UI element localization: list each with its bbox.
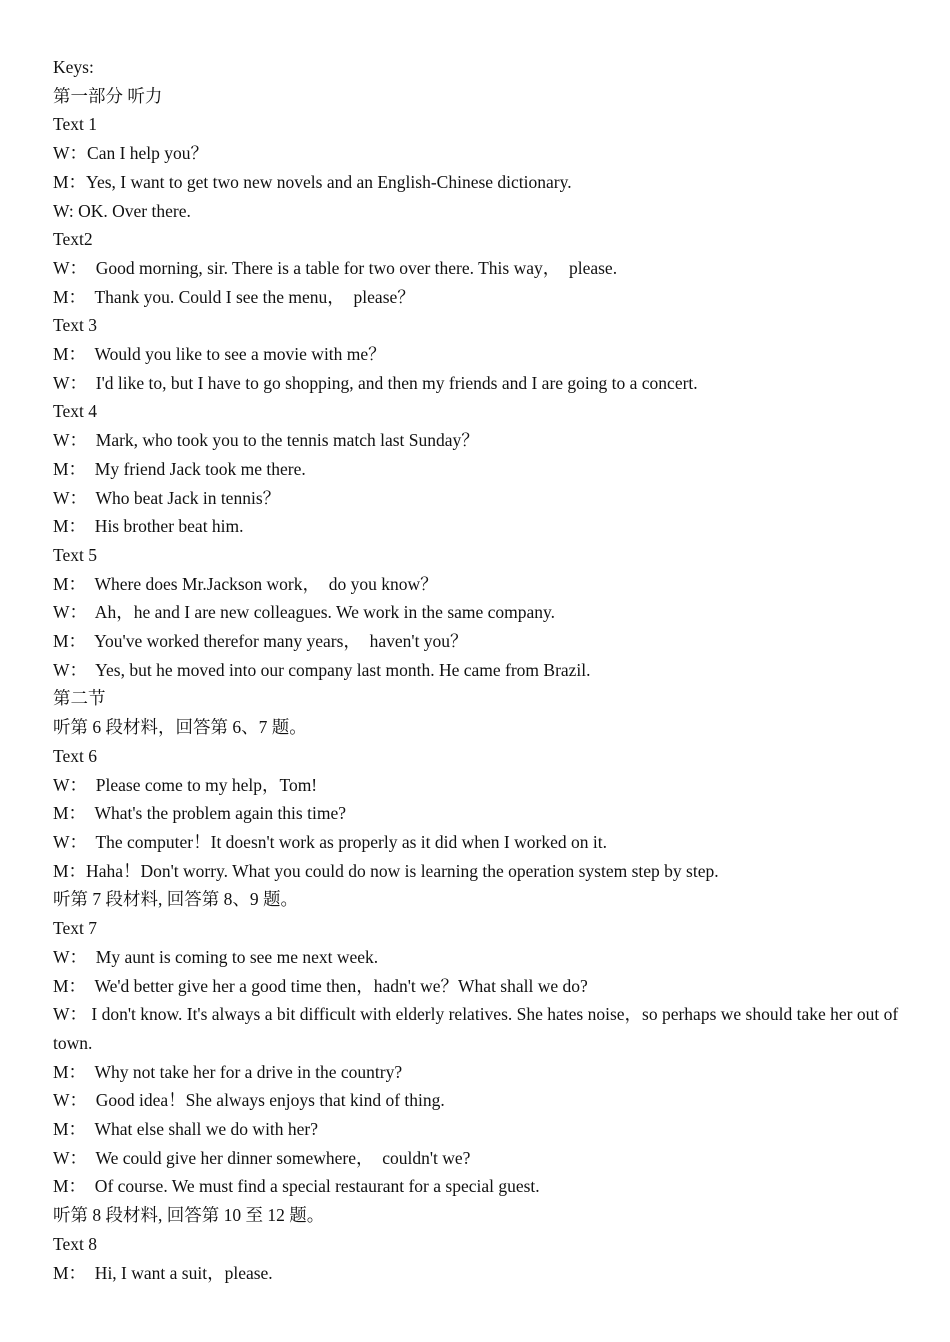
dialogue-line: M： You've worked therefor many years， haven't you？: [53, 631, 468, 652]
dialogue-line: M： What's the problem again this time?: [53, 803, 346, 824]
dialogue-line: M： His brother beat him.: [53, 516, 244, 537]
document-page: [53, 53, 908, 1287]
dialogue-line: M： Would you like to see a movie with me？: [53, 344, 386, 365]
text-6-heading: Text 6: [53, 745, 97, 766]
dialogue-line: W: OK. Over there.: [53, 200, 191, 221]
section-two-heading: 第二节: [53, 688, 106, 709]
dialogue-line: W： Yes, but he moved into our company last month. He came from Brazil.: [53, 659, 591, 680]
text-2-heading: Text2: [53, 229, 93, 250]
text-5-heading: Text 5: [53, 544, 97, 565]
dialogue-line: M：Haha！Don't worry. What you could do now is learning the operation system step by step.: [53, 860, 719, 881]
dialogue-line: M： Why not take her for a drive in the country?: [53, 1061, 403, 1082]
dialogue-line: M： Of course. We must find a special restaurant for a special guest.: [53, 1176, 540, 1197]
dialogue-line: W： Who beat Jack in tennis？: [53, 487, 281, 508]
dialogue-line: W：Can I help you？: [53, 143, 209, 164]
dialogue-line: W： My aunt is coming to see me next week.: [53, 946, 379, 967]
dialogue-line: W： Good idea！She always enjoys that kind of thing.: [53, 1090, 445, 1111]
dialogue-line: M： Thank you. Could I see the menu， please？: [53, 286, 415, 307]
dialogue-line: W： We could give her dinner somewhere， couldn't we?: [53, 1147, 471, 1168]
dialogue-line: W： I don't know. It's always a bit difficult with elderly relatives. She hates noise，so perhaps we should take her out of town.: [53, 1004, 903, 1053]
dialogue-line: W： I'd like to, but I have to go shopping, and then my friends and I are going to a concert.: [53, 372, 698, 393]
dialogue-line: W： Mark, who took you to the tennis match last Sunday？: [53, 430, 479, 451]
text-1-heading: Text 1: [53, 114, 97, 135]
dialogue-line: W： Ah，he and I are new colleagues. We work in the same company.: [53, 602, 556, 623]
dialogue-line: M： We'd better give her a good time then，hadn't we？What shall we do?: [53, 975, 588, 996]
text-3-heading: Text 3: [53, 315, 97, 336]
text-4-heading: Text 4: [53, 401, 97, 422]
instruction-line: 听第 8 段材料, 回答第 10 至 12 题。: [53, 1205, 325, 1226]
dialogue-line: M： Hi, I want a suit，please.: [53, 1262, 273, 1283]
dialogue-line: M： What else shall we do with her?: [53, 1119, 319, 1140]
dialogue-line: M：Yes, I want to get two new novels and an English-Chinese dictionary.: [53, 171, 572, 192]
keys-heading: Keys:: [53, 57, 94, 77]
instruction-line: 听第 7 段材料, 回答第 8、9 题。: [53, 889, 298, 910]
dialogue-line: W： Good morning, sir. There is a table for two over there. This way， please.: [53, 257, 618, 278]
dialogue-line: W： The computer！It doesn't work as properly as it did when I worked on it.: [53, 831, 607, 852]
part-one-heading: 第一部分 听力: [53, 85, 163, 106]
dialogue-line: W： Please come to my help，Tom!: [53, 774, 318, 795]
text-8-heading: Text 8: [53, 1233, 97, 1254]
dialogue-line: M： My friend Jack took me there.: [53, 458, 306, 479]
dialogue-line: M： Where does Mr.Jackson work， do you know？: [53, 573, 438, 594]
instruction-line: 听第 6 段材料，回答第 6、7 题。: [53, 717, 307, 738]
text-7-heading: Text 7: [53, 918, 97, 939]
